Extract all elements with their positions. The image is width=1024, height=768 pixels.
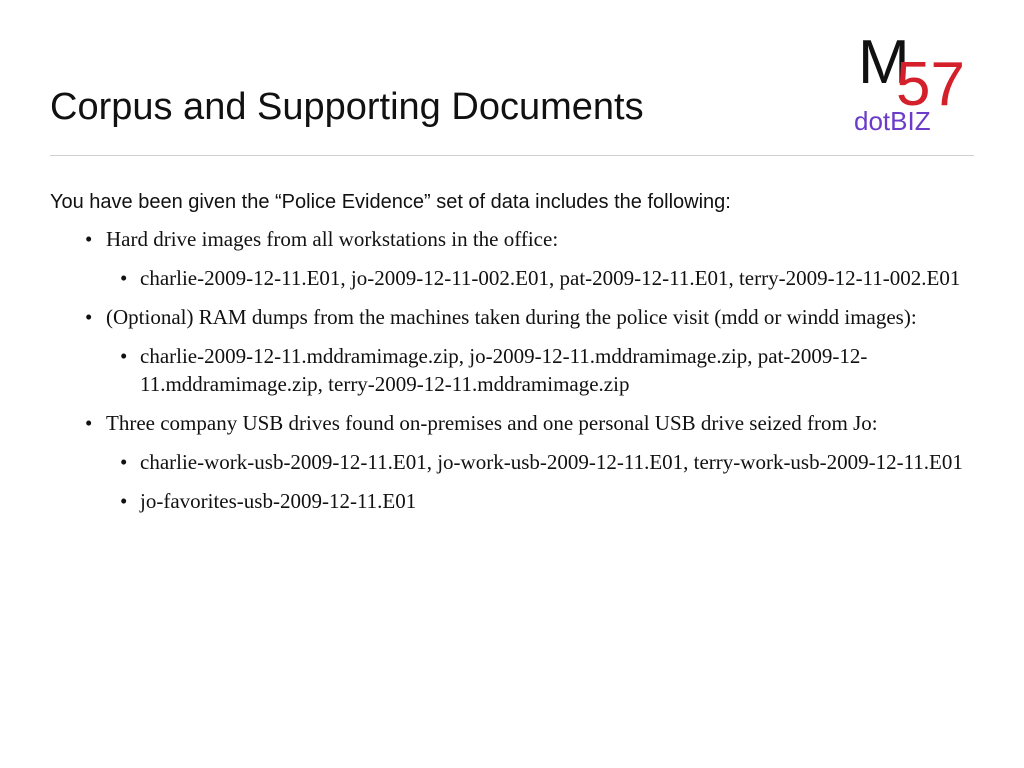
bullet-icon: •	[120, 450, 128, 474]
bullet-icon: •	[120, 489, 128, 513]
bullet-icon: •	[85, 227, 93, 251]
sub-list-item-text: charlie-2009-12-11.mddramimage.zip, jo-2009-12-11.mddramimage.zip, pat-2009-12-11.mddramimage.zip, terry-2009-12-11.mddramimage.zip	[140, 344, 868, 396]
slide-title: Corpus and Supporting Documents	[50, 86, 644, 128]
slide-body	[50, 189, 980, 526]
logo-letter: M	[858, 28, 910, 97]
bullet-icon: •	[85, 411, 93, 435]
list-item-text: Three company USB drives found on-premises and one personal USB drive seized from Jo:	[106, 411, 878, 435]
bullet-icon: •	[85, 305, 93, 329]
list-item-text: (Optional) RAM dumps from the machines taken during the police visit (mdd or windd images):	[106, 305, 917, 329]
list-item-hard-drives	[50, 225, 980, 292]
list-item-usb-drives	[50, 409, 980, 515]
title-divider	[50, 155, 974, 156]
sub-list-item	[106, 487, 980, 515]
bullet-icon: •	[120, 266, 128, 290]
m57-dotbiz-logo	[852, 28, 982, 146]
sub-list-item	[106, 448, 980, 476]
logo-tagline: dotBIZ	[854, 106, 931, 136]
evidence-list	[50, 225, 980, 515]
list-item-ram-dumps	[50, 303, 980, 398]
sub-list-item-text: charlie-work-usb-2009-12-11.E01, jo-work-usb-2009-12-11.E01, terry-work-usb-2009-12-11.E01	[140, 450, 963, 474]
logo-number: 57	[896, 50, 965, 119]
sub-list-item-text: charlie-2009-12-11.E01, jo-2009-12-11-002.E01, pat-2009-12-11.E01, terry-2009-12-11-002.E01	[140, 266, 961, 290]
sub-list	[106, 448, 980, 515]
sub-list-item-text: jo-favorites-usb-2009-12-11.E01	[140, 489, 417, 513]
sub-list	[106, 342, 980, 398]
sub-list-item	[106, 264, 980, 292]
sub-list	[106, 264, 980, 292]
list-item-text: Hard drive images from all workstations in the office:	[106, 227, 559, 251]
bullet-icon: •	[120, 344, 128, 368]
intro-text: You have been given the “Police Evidence” set of data includes the following:	[50, 191, 731, 213]
sub-list-item	[106, 342, 980, 398]
